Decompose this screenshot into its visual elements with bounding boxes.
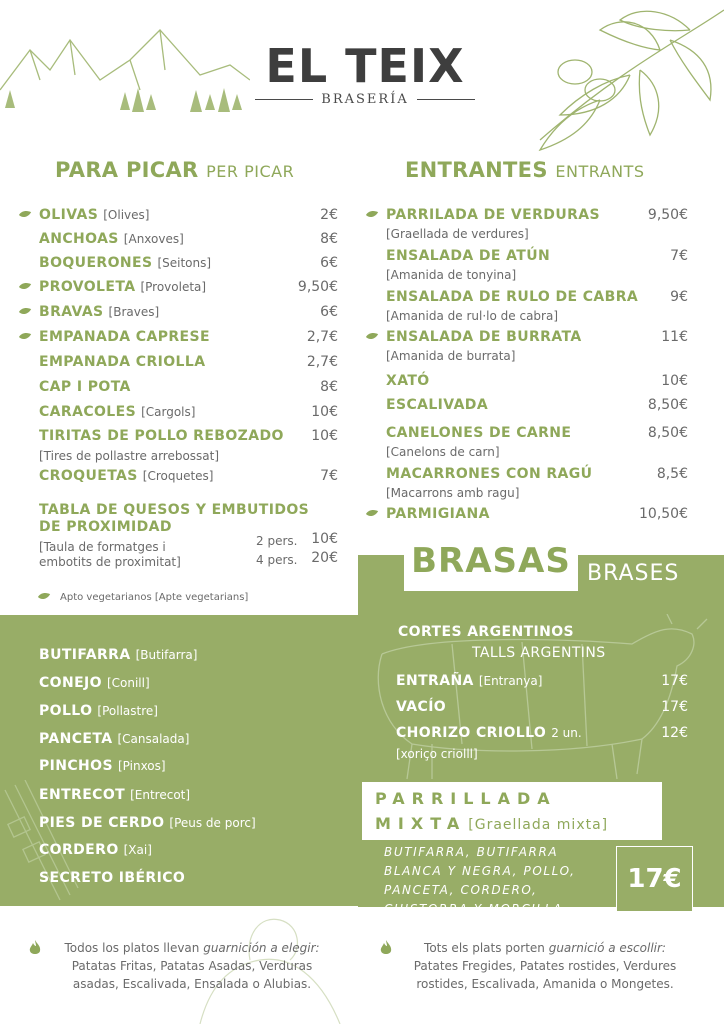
item-price: 8€	[320, 379, 338, 395]
menu-item-row	[396, 699, 446, 715]
entrantes-title: ENTRANTES	[405, 158, 548, 182]
menu-item-row	[39, 870, 185, 886]
item-sub: [Amanida de burrata]	[386, 349, 516, 363]
brand-name: EL TEIX	[265, 39, 465, 93]
item-cat: [Xai]	[123, 843, 152, 857]
item-name: ENSALADA DE BURRATA	[386, 329, 582, 345]
item-price: 8,50€	[647, 397, 688, 413]
menu-item-row	[39, 815, 256, 831]
note-es-line1a: Todos los platos llevan	[64, 941, 204, 955]
item-name: VACÍO	[396, 699, 447, 715]
item-name: CANELONES DE CARNE	[386, 425, 572, 441]
picar-subtitle: PER PICAR	[206, 162, 295, 181]
veg-legend: Apto vegetarianos [Apte vegetarians]	[60, 592, 249, 603]
tabla-opt2-label: 4 pers.	[256, 553, 298, 567]
item-sub: [Graellada de verdures]	[386, 227, 529, 241]
item-name: XATÓ	[386, 373, 430, 389]
tabla-cat-line1: [Taula de formatges i	[39, 540, 166, 554]
item-price: 6€	[320, 304, 338, 320]
item-name: BOQUERONES	[39, 255, 153, 271]
item-cat: [Peus de porc]	[169, 816, 256, 830]
item-name: ENSALADA DE ATÚN	[386, 248, 551, 264]
cortes-subtitle: TALLS ARGENTINS	[472, 645, 606, 661]
item-cat: [Pollastre]	[97, 704, 158, 718]
item-price: 17€	[661, 699, 688, 715]
tabla-opt2-price: 20€	[311, 550, 338, 566]
item-name: ENTRAÑA	[396, 673, 474, 689]
item-price: 9,50€	[297, 279, 338, 295]
note-ca-line3: rostides, Escalivada, Amanida o Mongetes.	[416, 977, 674, 991]
item-sub: [xoriço criolll]	[396, 747, 478, 761]
item-price: 11€	[661, 329, 688, 345]
item-cat: [Seitons]	[157, 256, 212, 270]
item-name: CARACOLES	[39, 404, 137, 420]
item-cat: [Butifarra]	[135, 648, 198, 662]
item-name: ENTRECOT	[39, 787, 126, 803]
menu-item-row	[396, 725, 582, 741]
item-name: PINCHOS	[39, 758, 113, 774]
entrantes-subtitle: ENTRANTS	[555, 162, 645, 181]
note-ca-line1b: guarnició a escollir:	[548, 941, 666, 955]
brasas-title: BRASAS	[411, 541, 571, 581]
item-price: 10€	[311, 404, 338, 420]
tabla-name-line2: DE PROXIMIDAD	[39, 519, 172, 535]
item-name: CROQUETAS	[39, 468, 138, 484]
item-cat: [Braves]	[108, 305, 160, 319]
item-name: BUTIFARRA	[39, 647, 131, 663]
item-cat: [Conill]	[106, 676, 150, 690]
item-price: 10,50€	[639, 506, 688, 522]
item-name: OLIVAS	[39, 207, 99, 223]
item-cat: [Croquetes]	[142, 469, 214, 483]
tabla-name-line1: TABLA DE QUESOS Y EMBUTIDOS	[39, 502, 310, 518]
item-name: ENSALADA DE RULO DE CABRA	[386, 289, 639, 305]
item-price: 9,50€	[647, 207, 688, 223]
item-sub: [Amanida de rul·lo de cabra]	[386, 309, 559, 323]
note-es	[40, 939, 344, 993]
note-es-line1b: guarnición a elegir:	[203, 941, 320, 955]
item-cat: 2 un.	[551, 726, 582, 740]
item-price: 10€	[311, 428, 338, 444]
item-name: SECRETO IBÉRICO	[39, 870, 186, 886]
item-price: 10€	[661, 373, 688, 389]
item-cat: [Cansalada]	[117, 732, 190, 746]
item-price: 8€	[320, 231, 338, 247]
tabla-opt1-price: 10€	[311, 531, 338, 547]
item-name: CAP I POTA	[39, 379, 131, 395]
item-name: PARRILADA DE VERDURAS	[386, 207, 600, 223]
item-cat: [Entrecot]	[130, 788, 191, 802]
item-name: CORDERO	[39, 842, 119, 858]
item-sub: [Macarrons amb ragu]	[386, 486, 520, 500]
item-price: 17€	[661, 673, 688, 689]
parrillada-desc-line4: CHISTORRA Y MORCILLA.	[384, 902, 569, 916]
parrillada-title-line2: MIXTA	[375, 814, 467, 833]
item-sub: [Amanida de tonyina]	[386, 268, 517, 282]
item-name: EMPANADA CRIOLLA	[39, 354, 206, 370]
cortes-title: CORTES ARGENTINOS	[398, 624, 575, 640]
parrillada-desc	[384, 843, 576, 919]
menu-item-row	[39, 842, 152, 858]
note-ca-line2: Patates Fregides, Patates rostides, Verdures	[413, 959, 677, 973]
item-price: 8,50€	[647, 425, 688, 441]
note-ca-line1a: Tots els plats porten	[424, 941, 549, 955]
item-sub: [Tires de pollastre arrebossat]	[39, 449, 220, 463]
brasas-subtitle: BRASES	[587, 561, 680, 586]
item-name: TIRITAS DE POLLO REBOZADO	[39, 428, 284, 444]
item-cat: [Entranya]	[478, 674, 543, 688]
note-ca	[390, 939, 700, 993]
parrillada-price: 17€	[627, 864, 682, 894]
parrillada-price-box	[616, 846, 693, 912]
tabla-opt1-label: 2 pers.	[256, 534, 298, 548]
parrillada-desc-line1: BUTIFARRA, BUTIFARRA	[384, 845, 559, 859]
item-name: CHORIZO CRIOLLO	[396, 725, 547, 741]
tabla-cat-line2: embotits de proximitat]	[39, 555, 181, 569]
parrillada-cat: [Graellada mixta]	[468, 817, 609, 833]
menu-item-row	[396, 673, 542, 689]
item-name: PANCETA	[39, 731, 113, 747]
item-cat: [Anxoves]	[123, 232, 184, 246]
item-price: 9€	[670, 289, 688, 305]
item-price: 6€	[320, 255, 338, 271]
note-es-line3: asadas, Escalivada, Ensalada o Alubias.	[72, 977, 312, 991]
item-cat: [Pinxos]	[117, 759, 166, 773]
parrillada-desc-line2: BLANCA Y NEGRA, POLLO,	[384, 864, 576, 878]
item-cat: [Cargols]	[141, 405, 196, 419]
item-name: PIES DE CERDO	[39, 815, 165, 831]
item-price: 8,5€	[656, 466, 688, 482]
item-price: 2€	[320, 207, 338, 223]
item-name: POLLO	[39, 703, 93, 719]
item-price: 7€	[320, 468, 338, 484]
item-price: 7€	[670, 248, 688, 264]
brand-subtitle: BRASERÍA	[321, 92, 409, 107]
item-name: CONEJO	[39, 675, 102, 691]
item-name: PROVOLETA	[39, 279, 136, 295]
item-price: 2,7€	[306, 354, 338, 370]
parrillada-desc-line3: PANCETA, CORDERO,	[384, 883, 538, 897]
item-name: ESCALIVADA	[386, 397, 489, 413]
item-price: 12€	[661, 725, 688, 741]
item-name: ANCHOAS	[39, 231, 119, 247]
note-es-line2: Patatas Fritas, Patatas Asadas, Verduras	[71, 959, 313, 973]
item-price: 2,7€	[306, 329, 338, 345]
item-name: PARMIGIANA	[386, 506, 490, 522]
item-name: MACARRONES CON RAGÚ	[386, 466, 593, 482]
item-sub: [Canelons de carn]	[386, 445, 500, 459]
parrillada-title-line1: PARRILLADA	[375, 789, 557, 808]
item-name: BRAVAS	[39, 304, 104, 320]
item-name: EMPANADA CAPRESE	[39, 329, 210, 345]
item-cat: [Olives]	[103, 208, 150, 222]
item-cat: [Provoleta]	[140, 280, 207, 294]
picar-title: PARA PICAR	[55, 158, 199, 182]
